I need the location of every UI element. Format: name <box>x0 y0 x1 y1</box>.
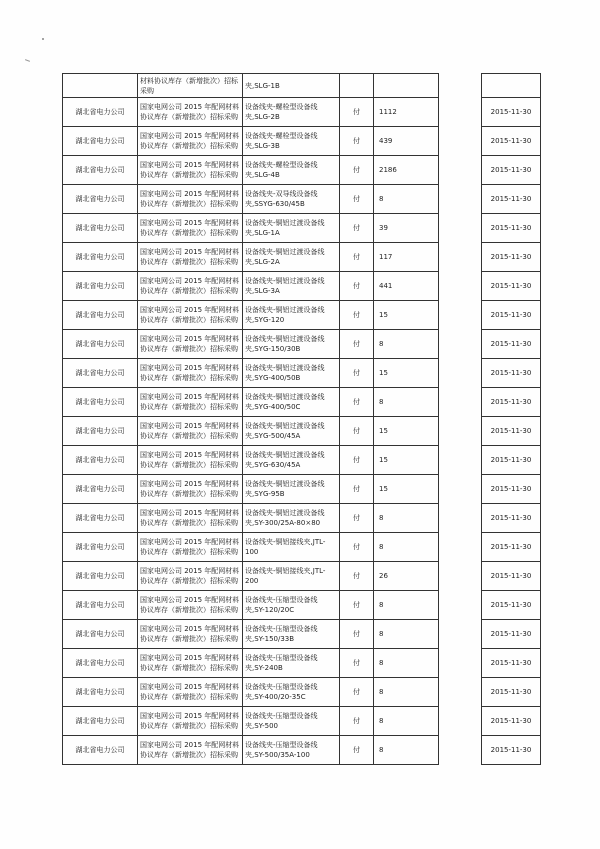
unit-cell: 付 <box>340 562 374 591</box>
table-row <box>63 446 439 475</box>
material-cell: 设备线夹-压缩型设备线夹,SY-400/20-35C <box>243 678 340 707</box>
project-cell: 国家电网公司 2015 年配网材料协议库存（新增批次）招标采购 <box>138 185 243 214</box>
unit-cell: 付 <box>340 417 374 446</box>
quantity-cell: 8 <box>374 330 439 359</box>
project-cell: 国家电网公司 2015 年配网材料协议库存（新增批次）招标采购 <box>138 736 243 765</box>
project-cell: 国家电网公司 2015 年配网材料协议库存（新增批次）招标采购 <box>138 475 243 504</box>
material-cell: 设备线夹-铜铝接线夹,JTL-200 <box>243 562 340 591</box>
table-row <box>63 330 439 359</box>
company-cell: 湖北省电力公司 <box>63 620 138 649</box>
project-cell: 国家电网公司 2015 年配网材料协议库存（新增批次）招标采购 <box>138 330 243 359</box>
company-cell: 湖北省电力公司 <box>63 330 138 359</box>
date-row <box>482 243 541 272</box>
material-cell: 设备线夹-铜铝过渡设备线夹,SYG-95B <box>243 475 340 504</box>
material-cell: 设备线夹-铜铝接线夹,JTL-100 <box>243 533 340 562</box>
project-cell: 国家电网公司 2015 年配网材料协议库存（新增批次）招标采购 <box>138 533 243 562</box>
quantity-cell: 39 <box>374 214 439 243</box>
date-cell: 2015-11-30 <box>482 736 541 765</box>
project-cell: 国家电网公司 2015 年配网材料协议库存（新增批次）招标采购 <box>138 591 243 620</box>
material-cell: 设备线夹-铜铝过渡设备线夹,SYG-400/50C <box>243 388 340 417</box>
company-cell: 湖北省电力公司 <box>63 533 138 562</box>
company-cell: 湖北省电力公司 <box>63 649 138 678</box>
material-cell: 设备线夹-螺栓型设备线夹,SLG-3B <box>243 127 340 156</box>
date-cell: 2015-11-30 <box>482 446 541 475</box>
company-cell: 湖北省电力公司 <box>63 446 138 475</box>
table-row <box>63 214 439 243</box>
date-row <box>482 620 541 649</box>
unit-cell: 付 <box>340 678 374 707</box>
unit-cell: 付 <box>340 388 374 417</box>
unit-cell: 付 <box>340 185 374 214</box>
date-cell: 2015-11-30 <box>482 214 541 243</box>
project-cell: 国家电网公司 2015 年配网材料协议库存（新增批次）招标采购 <box>138 649 243 678</box>
date-row <box>482 678 541 707</box>
date-row <box>482 417 541 446</box>
project-cell: 国家电网公司 2015 年配网材料协议库存（新增批次）招标采购 <box>138 272 243 301</box>
date-row <box>482 707 541 736</box>
material-cell: 设备线夹-双导线设备线夹,SSYG-630/45B <box>243 185 340 214</box>
material-cell: 设备线夹-铜铝过渡设备线夹,SLG-1A <box>243 214 340 243</box>
date-cell: 2015-11-30 <box>482 185 541 214</box>
quantity-cell: 15 <box>374 301 439 330</box>
company-cell: 湖北省电力公司 <box>63 417 138 446</box>
material-cell: 设备线夹-铜铝过渡设备线夹,SYG-500/45A <box>243 417 340 446</box>
date-cell: 2015-11-30 <box>482 707 541 736</box>
company-cell: 湖北省电力公司 <box>63 98 138 127</box>
date-cell: 2015-11-30 <box>482 301 541 330</box>
unit-cell: 付 <box>340 475 374 504</box>
unit-cell <box>340 74 374 98</box>
date-cell: 2015-11-30 <box>482 98 541 127</box>
quantity-cell: 8 <box>374 185 439 214</box>
material-cell: 设备线夹-螺栓型设备线夹,SLG-2B <box>243 98 340 127</box>
quantity-cell: 15 <box>374 446 439 475</box>
company-cell: 湖北省电力公司 <box>63 127 138 156</box>
material-cell: 设备线夹-铜铝过渡设备线夹,SLG-3A <box>243 272 340 301</box>
unit-cell: 付 <box>340 330 374 359</box>
date-cell: 2015-11-30 <box>482 272 541 301</box>
date-cell: 2015-11-30 <box>482 475 541 504</box>
company-cell: 湖北省电力公司 <box>63 504 138 533</box>
table-row <box>63 417 439 446</box>
project-cell: 国家电网公司 2015 年配网材料协议库存（新增批次）招标采购 <box>138 504 243 533</box>
project-cell: 国家电网公司 2015 年配网材料协议库存（新增批次）招标采购 <box>138 98 243 127</box>
company-cell: 湖北省电力公司 <box>63 185 138 214</box>
unit-cell: 付 <box>340 272 374 301</box>
date-cell: 2015-11-30 <box>482 417 541 446</box>
unit-cell: 付 <box>340 591 374 620</box>
date-cell: 2015-11-30 <box>482 127 541 156</box>
table-row <box>63 74 439 98</box>
material-cell: 设备线夹-铜铝过渡设备线夹,SYG-400/50B <box>243 359 340 388</box>
date-row <box>482 98 541 127</box>
quantity-cell: 439 <box>374 127 439 156</box>
unit-cell: 付 <box>340 359 374 388</box>
material-cell: 夹,SLG-1B <box>243 74 340 98</box>
quantity-cell: 117 <box>374 243 439 272</box>
table-row <box>63 301 439 330</box>
company-cell <box>63 74 138 98</box>
quantity-cell: 15 <box>374 359 439 388</box>
date-cell: 2015-11-30 <box>482 388 541 417</box>
date-row <box>482 301 541 330</box>
quantity-cell: 8 <box>374 736 439 765</box>
unit-cell: 付 <box>340 156 374 185</box>
material-cell: 设备线夹-铜铝过渡设备线夹,SLG-2A <box>243 243 340 272</box>
project-cell: 国家电网公司 2015 年配网材料协议库存（新增批次）招标采购 <box>138 156 243 185</box>
quantity-cell: 2186 <box>374 156 439 185</box>
date-row <box>482 562 541 591</box>
material-cell: 设备线夹-铜铝过渡设备线夹,SYG-630/45A <box>243 446 340 475</box>
quantity-cell <box>374 74 439 98</box>
project-cell: 国家电网公司 2015 年配网材料协议库存（新增批次）招标采购 <box>138 301 243 330</box>
table-row <box>63 504 439 533</box>
material-cell: 设备线夹-压缩型设备线夹,SY-150/33B <box>243 620 340 649</box>
project-cell: 国家电网公司 2015 年配网材料协议库存（新增批次）招标采购 <box>138 214 243 243</box>
company-cell: 湖北省电力公司 <box>63 562 138 591</box>
unit-cell: 付 <box>340 446 374 475</box>
quantity-cell: 8 <box>374 678 439 707</box>
unit-cell: 付 <box>340 243 374 272</box>
unit-cell: 付 <box>340 301 374 330</box>
date-cell: 2015-11-30 <box>482 504 541 533</box>
table-row <box>63 562 439 591</box>
company-cell: 湖北省电力公司 <box>63 736 138 765</box>
material-cell: 设备线夹-压缩型设备线夹,SY-240B <box>243 649 340 678</box>
table-row <box>63 127 439 156</box>
material-cell: 设备线夹-铜铝过渡设备线夹,SYG-120 <box>243 301 340 330</box>
project-cell: 国家电网公司 2015 年配网材料协议库存（新增批次）招标采购 <box>138 127 243 156</box>
table-row <box>63 533 439 562</box>
procurement-table <box>62 73 439 765</box>
table-row <box>63 98 439 127</box>
material-cell: 设备线夹-压缩型设备线夹,SY-500 <box>243 707 340 736</box>
company-cell: 湖北省电力公司 <box>63 214 138 243</box>
company-cell: 湖北省电力公司 <box>63 301 138 330</box>
quantity-cell: 15 <box>374 475 439 504</box>
table-row <box>63 591 439 620</box>
company-cell: 湖北省电力公司 <box>63 475 138 504</box>
material-cell: 设备线夹-螺栓型设备线夹,SLG-4B <box>243 156 340 185</box>
date-cell: 2015-11-30 <box>482 243 541 272</box>
table-row <box>63 620 439 649</box>
date-cell: 2015-11-30 <box>482 156 541 185</box>
date-column-table <box>481 73 541 765</box>
date-row <box>482 185 541 214</box>
project-cell: 国家电网公司 2015 年配网材料协议库存（新增批次）招标采购 <box>138 359 243 388</box>
date-cell: 2015-11-30 <box>482 330 541 359</box>
date-row <box>482 272 541 301</box>
date-row <box>482 74 541 98</box>
table-row <box>63 243 439 272</box>
quantity-cell: 8 <box>374 591 439 620</box>
table-row <box>63 707 439 736</box>
unit-cell: 付 <box>340 98 374 127</box>
table-row <box>63 649 439 678</box>
date-cell: 2015-11-30 <box>482 620 541 649</box>
date-cell <box>482 74 541 98</box>
table-row <box>63 156 439 185</box>
material-cell: 设备线夹-铜铝过渡设备线夹,SY-300/25A-80×80 <box>243 504 340 533</box>
table-row <box>63 475 439 504</box>
quantity-cell: 26 <box>374 562 439 591</box>
table-row <box>63 388 439 417</box>
material-cell: 设备线夹-压缩型设备线夹,SY-500/35A-100 <box>243 736 340 765</box>
table-row <box>63 736 439 765</box>
date-row <box>482 156 541 185</box>
quantity-cell: 441 <box>374 272 439 301</box>
table-row <box>63 359 439 388</box>
date-cell: 2015-11-30 <box>482 649 541 678</box>
company-cell: 湖北省电力公司 <box>63 243 138 272</box>
date-row <box>482 446 541 475</box>
company-cell: 湖北省电力公司 <box>63 156 138 185</box>
date-row <box>482 330 541 359</box>
date-row <box>482 533 541 562</box>
quantity-cell: 8 <box>374 649 439 678</box>
company-cell: 湖北省电力公司 <box>63 678 138 707</box>
scan-speck <box>42 38 44 40</box>
unit-cell: 付 <box>340 707 374 736</box>
quantity-cell: 8 <box>374 707 439 736</box>
project-cell: 国家电网公司 2015 年配网材料协议库存（新增批次）招标采购 <box>138 388 243 417</box>
table-row <box>63 678 439 707</box>
unit-cell: 付 <box>340 214 374 243</box>
project-cell: 国家电网公司 2015 年配网材料协议库存（新增批次）招标采购 <box>138 446 243 475</box>
date-cell: 2015-11-30 <box>482 678 541 707</box>
unit-cell: 付 <box>340 649 374 678</box>
date-cell: 2015-11-30 <box>482 562 541 591</box>
company-cell: 湖北省电力公司 <box>63 359 138 388</box>
date-row <box>482 591 541 620</box>
quantity-cell: 15 <box>374 417 439 446</box>
company-cell: 湖北省电力公司 <box>63 707 138 736</box>
unit-cell: 付 <box>340 504 374 533</box>
quantity-cell: 8 <box>374 620 439 649</box>
project-cell: 国家电网公司 2015 年配网材料协议库存（新增批次）招标采购 <box>138 562 243 591</box>
quantity-cell: 8 <box>374 504 439 533</box>
date-row <box>482 127 541 156</box>
company-cell: 湖北省电力公司 <box>63 591 138 620</box>
project-cell: 国家电网公司 2015 年配网材料协议库存（新增批次）招标采购 <box>138 707 243 736</box>
date-row <box>482 388 541 417</box>
date-row <box>482 214 541 243</box>
date-row <box>482 475 541 504</box>
project-cell: 材料协议库存（新增批次）招标采购 <box>138 74 243 98</box>
unit-cell: 付 <box>340 736 374 765</box>
table-row <box>63 185 439 214</box>
project-cell: 国家电网公司 2015 年配网材料协议库存（新增批次）招标采购 <box>138 620 243 649</box>
quantity-cell: 8 <box>374 388 439 417</box>
material-cell: 设备线夹-铜铝过渡设备线夹,SYG-150/30B <box>243 330 340 359</box>
scan-mark <box>25 59 30 62</box>
date-cell: 2015-11-30 <box>482 591 541 620</box>
date-row <box>482 649 541 678</box>
quantity-cell: 1112 <box>374 98 439 127</box>
company-cell: 湖北省电力公司 <box>63 388 138 417</box>
project-cell: 国家电网公司 2015 年配网材料协议库存（新增批次）招标采购 <box>138 417 243 446</box>
project-cell: 国家电网公司 2015 年配网材料协议库存（新增批次）招标采购 <box>138 678 243 707</box>
table-row <box>63 272 439 301</box>
material-cell: 设备线夹-压缩型设备线夹,SY-120/20C <box>243 591 340 620</box>
date-row <box>482 359 541 388</box>
unit-cell: 付 <box>340 533 374 562</box>
unit-cell: 付 <box>340 620 374 649</box>
date-cell: 2015-11-30 <box>482 533 541 562</box>
date-row <box>482 736 541 765</box>
project-cell: 国家电网公司 2015 年配网材料协议库存（新增批次）招标采购 <box>138 243 243 272</box>
company-cell: 湖北省电力公司 <box>63 272 138 301</box>
date-row <box>482 504 541 533</box>
date-cell: 2015-11-30 <box>482 359 541 388</box>
quantity-cell: 8 <box>374 533 439 562</box>
unit-cell: 付 <box>340 127 374 156</box>
